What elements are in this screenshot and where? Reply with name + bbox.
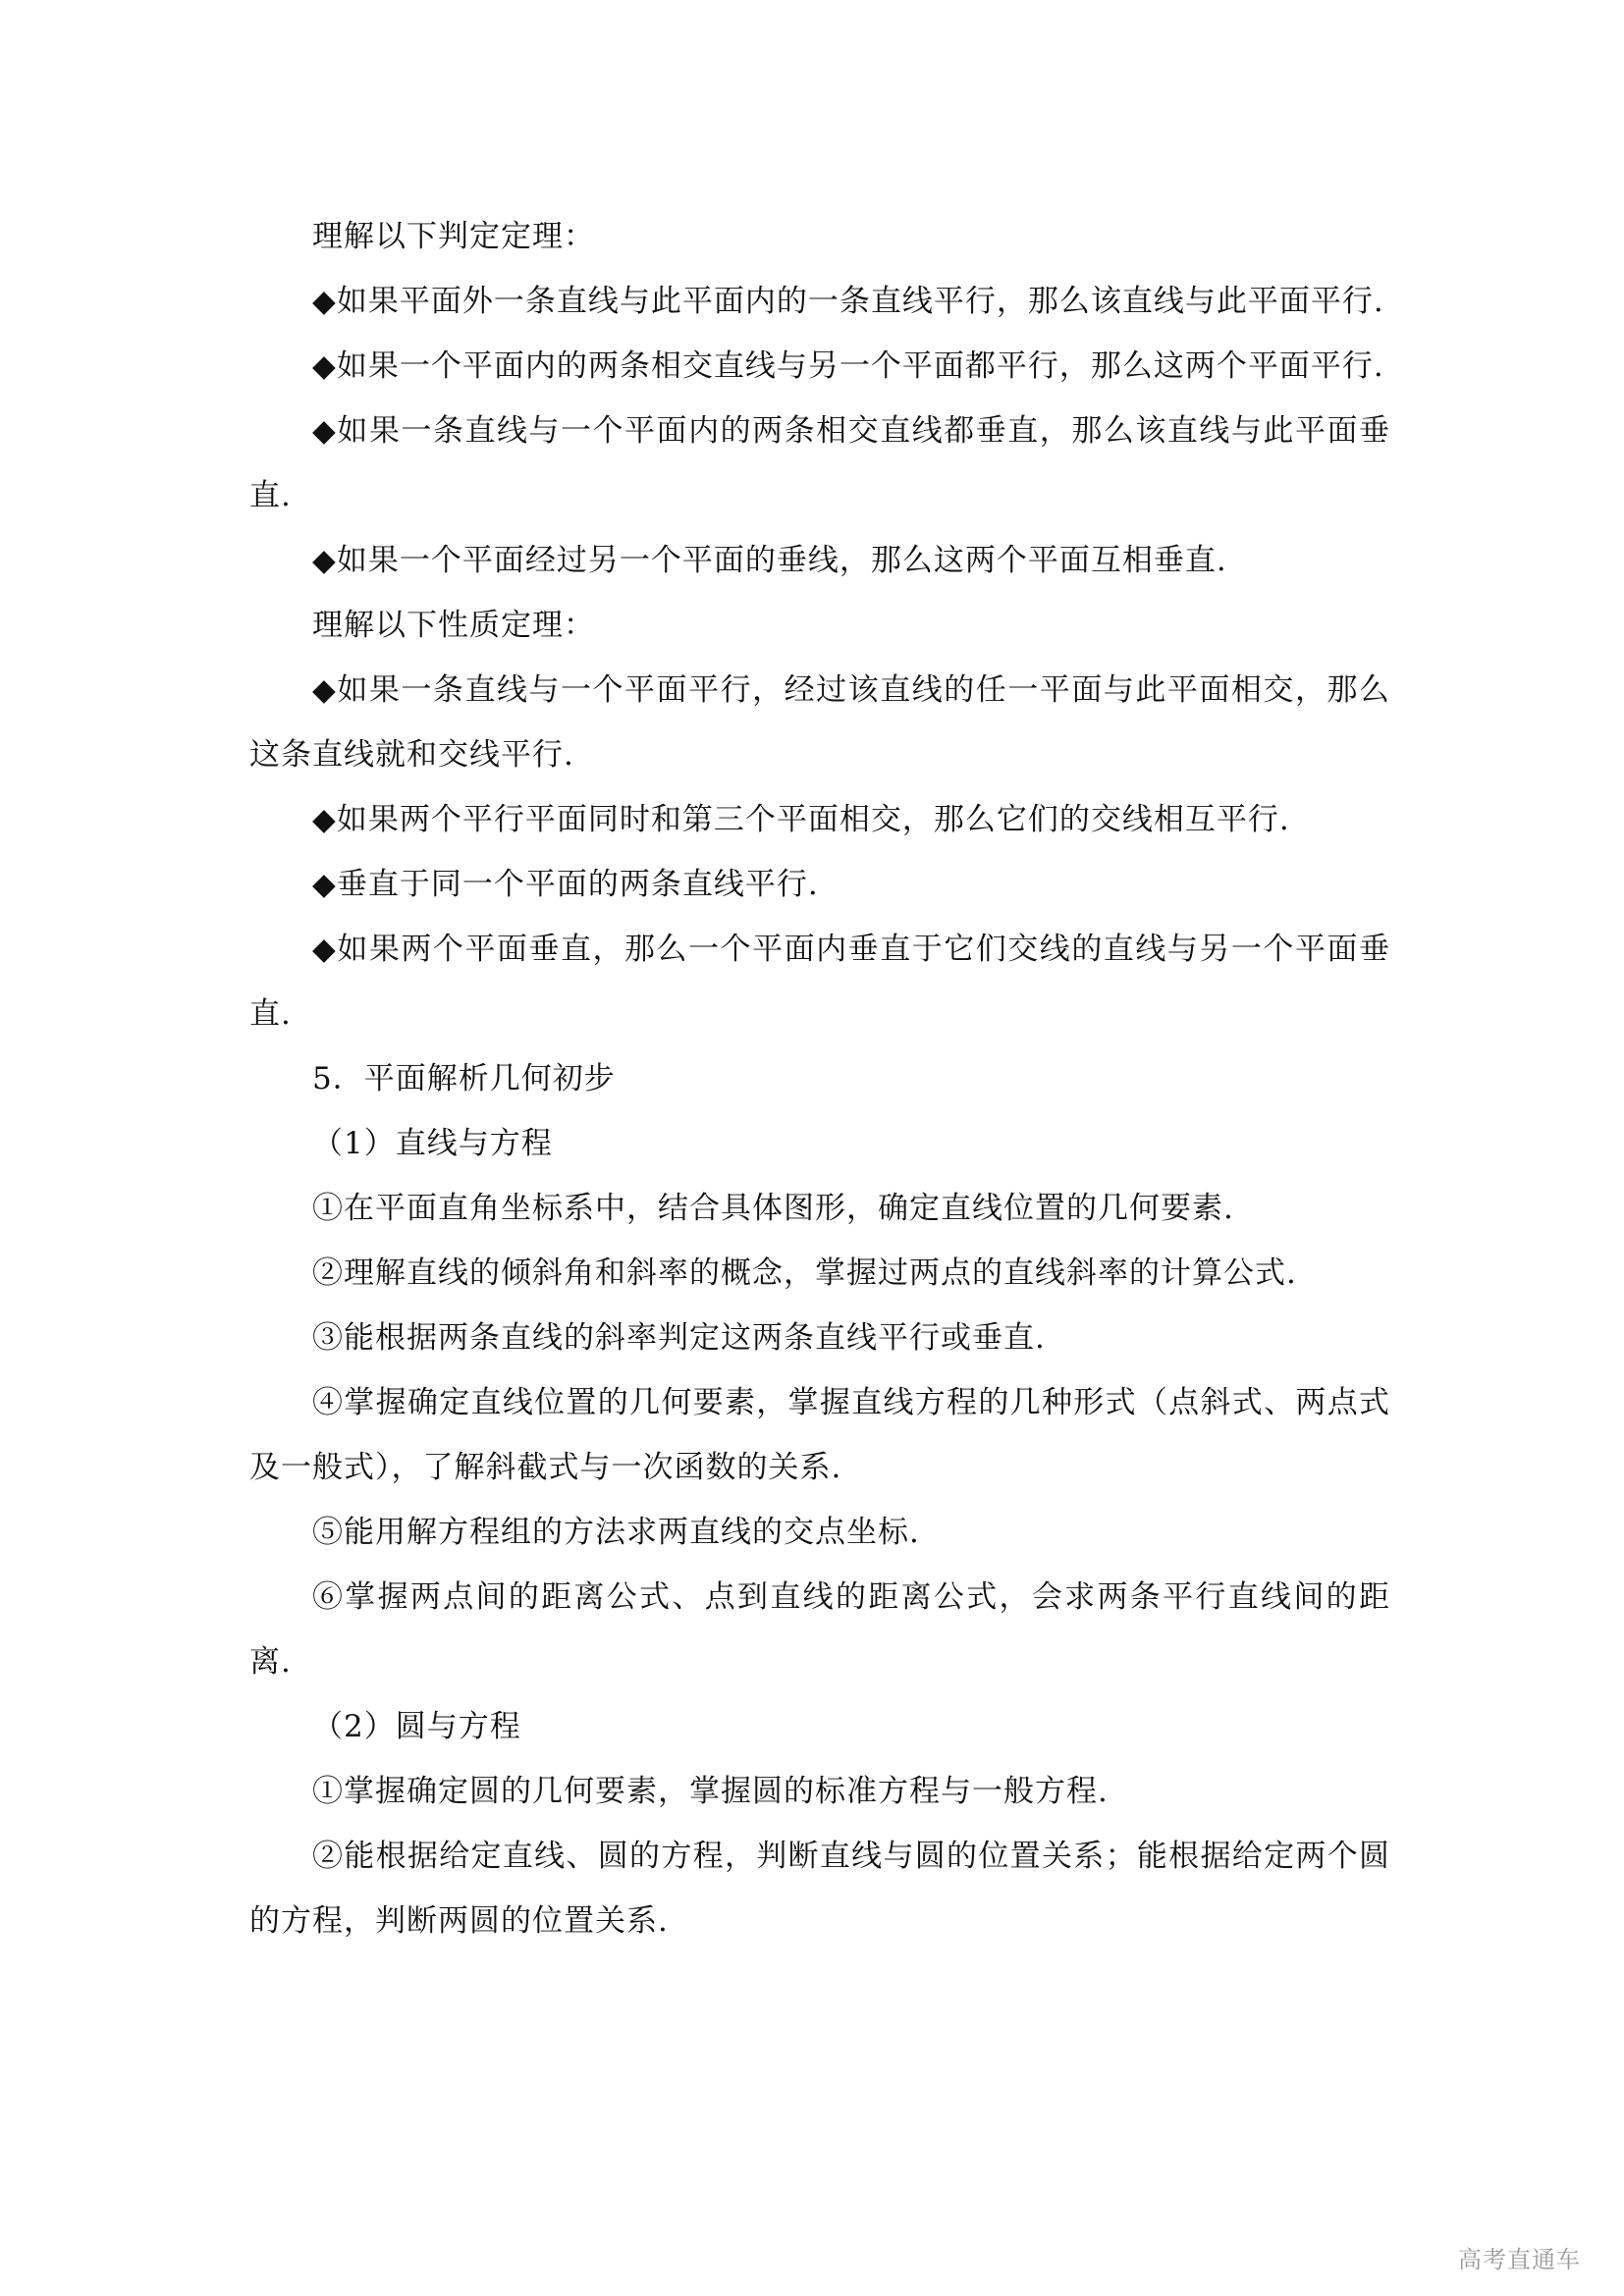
watermark: 高考直通车 [1458,2246,1581,2273]
document-body [249,204,1390,1953]
paragraph: ④掌握确定直线位置的几何要素，掌握直线方程的几种形式（点斜式、两点式及一般式），了解斜截式与一次函数的关系. [249,1385,1390,1485]
paragraph: ⑤能用解方程组的方法求两直线的交点坐标. [312,1515,920,1550]
paragraph: ◆如果两个平面垂直，那么一个平面内垂直于它们交线的直线与另一个平面垂直. [249,932,1390,1032]
paragraph: ③能根据两条直线的斜率判定这两条直线平行或垂直. [312,1320,1046,1356]
paragraph: ①掌握确定圆的几何要素，掌握圆的标准方程与一般方程. [312,1774,1109,1809]
paragraph: ◆如果两个平行平面同时和第三个平面相交，那么它们的交线相互平行. [312,802,1290,837]
paragraph: ◆如果一个平面经过另一个平面的垂线，那么这两个平面互相垂直. [312,543,1227,578]
section-intro: 理解以下性质定理： [312,608,595,643]
paragraph: ◆如果平面外一条直线与此平面内的一条直线平行，那么该直线与此平面平行. [312,284,1384,319]
paragraph: ◆如果一条直线与一个平面平行，经过该直线的任一平面与此平面相交，那么这条直线就和交线平行. [249,672,1390,773]
paragraph: 理解以下判定定理： [312,219,595,254]
paragraph: ◆垂直于同一个平面的两条直线平行. [312,867,819,902]
paragraph: ◆如果一条直线与一个平面内的两条相交直线都垂直，那么该直线与此平面垂直. [249,413,1390,513]
paragraph: ②理解直线的倾斜角和斜率的概念，掌握过两点的直线斜率的计算公式. [312,1255,1297,1291]
paragraph: ①在平面直角坐标系中，结合具体图形，确定直线位置的几何要素. [312,1191,1234,1226]
paragraph: ②能根据给定直线、圆的方程，判断直线与圆的位置关系；能根据给定两个圆的方程，判断两圆的位置关系. [249,1839,1390,1939]
paragraph: ⑥掌握两点间的距离公式、点到直线的距离公式，会求两条平行直线间的距离. [249,1579,1390,1680]
subsection-heading: （2）圆与方程 [312,1709,521,1744]
section-heading: 5．平面解析几何初步 [312,1061,616,1096]
paragraph: ◆如果一个平面内的两条相交直线与另一个平面都平行，那么这两个平面平行. [312,348,1384,384]
subsection-heading: （1）直线与方程 [312,1126,553,1161]
